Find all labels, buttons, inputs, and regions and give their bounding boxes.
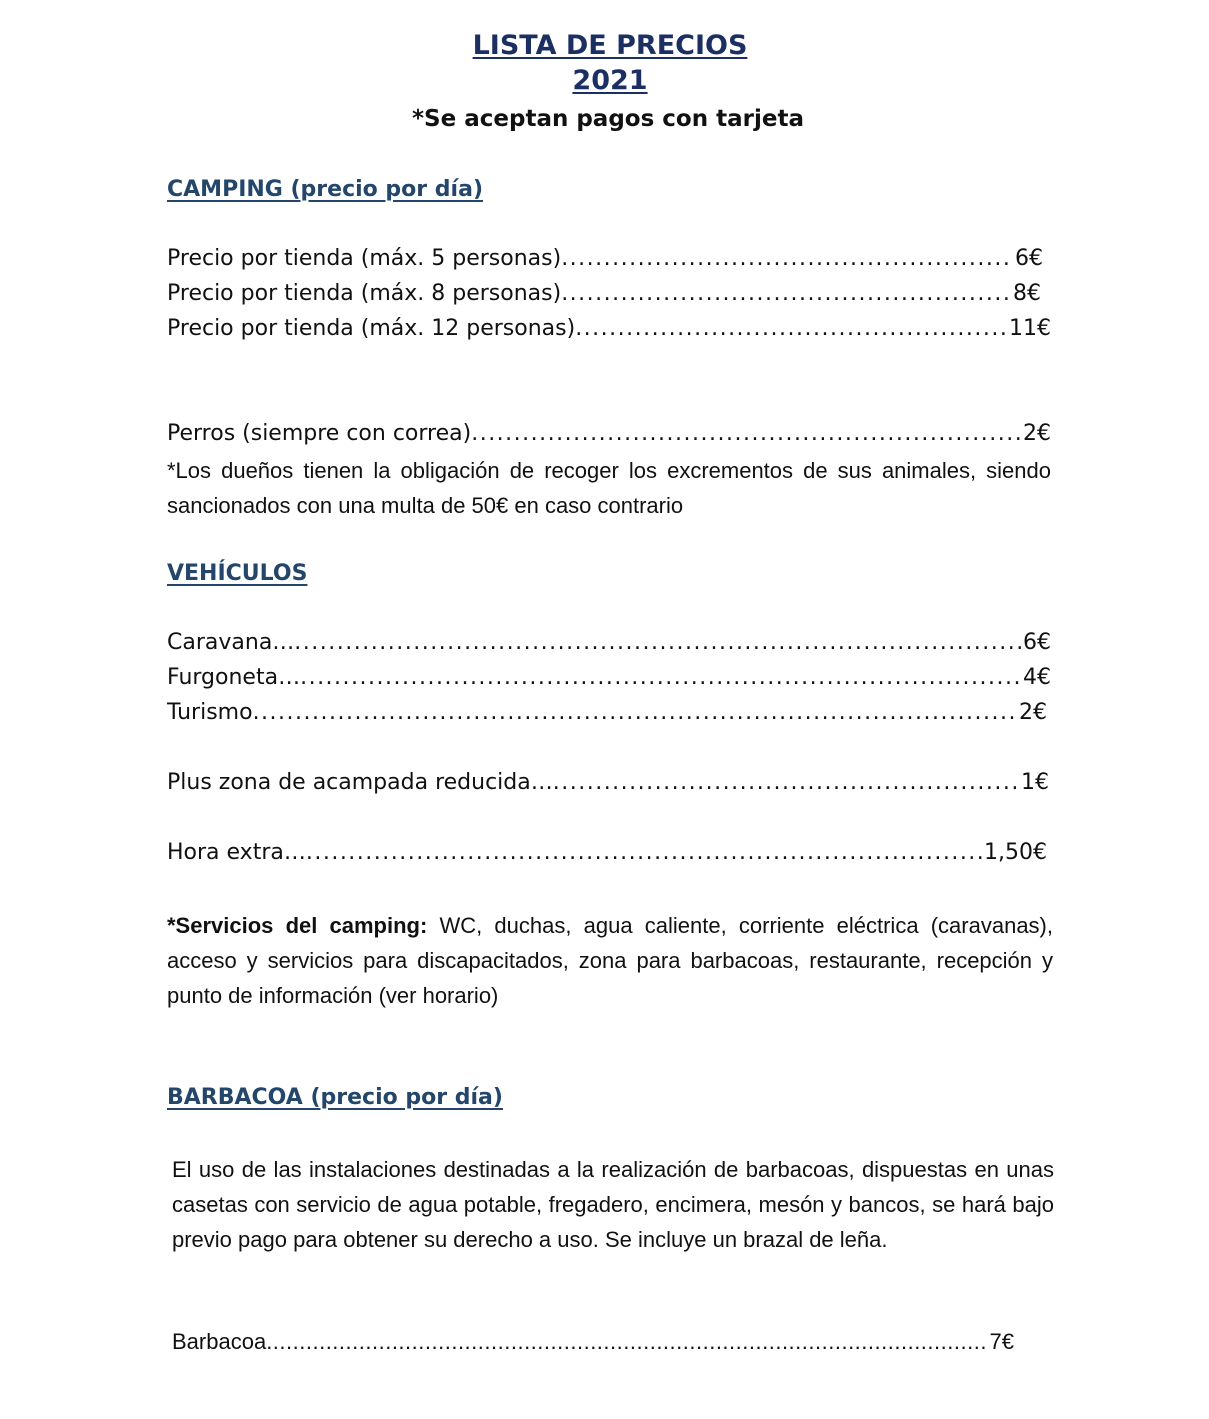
dot-leader [553,770,1019,795]
price-label: Turismo [167,700,253,725]
price-label: Plus zona de acampada reducida… [167,770,553,795]
price-label: Precio por tienda (máx. 5 personas) [167,246,562,271]
price-label: Perros (siempre con correa) [167,421,472,446]
servicios-label: *Servicios del camping: [167,913,428,938]
price-row-barbacoa [172,1329,1014,1355]
title-line-1: LISTA DE PRECIOS [472,30,748,61]
servicios-text: WC, duchas, agua caliente, corriente eléctrica (caravanas), acceso y servicios para discapacitados, zona para barbacoas, restaurante, recepción y punto de información (ver horario) [167,913,1053,1008]
dot-leader [471,421,1021,446]
dot-leader [561,281,1011,306]
card-payment-note: *Se aceptan pagos con tarjeta [412,106,804,132]
price-value: 1,50€ [984,840,1047,865]
document-year [0,65,1209,96]
camping-heading: CAMPING (precio por día) [167,177,483,202]
price-row-tent-5 [167,246,1043,271]
price-label: Hora extra… [167,840,306,865]
price-row-caravana [167,630,1051,655]
price-value: 7€ [989,1329,1014,1354]
price-label: Barbacoa [172,1329,267,1354]
price-value: 2€ [1019,700,1047,725]
price-value: 11€ [1009,316,1051,341]
price-value: 1€ [1021,770,1049,795]
price-label: Caravana… [167,630,295,655]
price-row-plus-zona [167,770,1049,795]
dot-leader [294,630,1021,655]
dot-leader [266,1329,987,1355]
price-row-dogs [167,421,1051,446]
document-title [0,30,1209,61]
price-value: 6€ [1015,246,1043,271]
barbacoa-heading: BARBACOA (precio por día) [167,1085,503,1110]
dot-leader [306,840,982,865]
price-row-tent-12 [167,316,1051,341]
price-label: Precio por tienda (máx. 12 personas) [167,316,576,341]
price-value: 2€ [1023,421,1051,446]
servicios-paragraph [167,908,1053,1013]
price-row-tent-8 [167,281,1041,306]
price-value: 6€ [1023,630,1051,655]
dot-leader [561,246,1013,271]
dot-leader [300,665,1021,690]
vehiculos-heading: VEHÍCULOS [167,561,308,586]
price-value: 8€ [1013,281,1041,306]
price-label: Furgoneta… [167,665,301,690]
price-row-furgoneta [167,665,1051,690]
dot-leader [253,700,1017,725]
dogs-note: *Los dueños tienen la obligación de recoger los excrementos de sus animales, siendo sancionados con una multa de 50€ en caso contrario [167,458,1051,518]
price-row-hora-extra [167,840,1047,865]
dot-leader [575,316,1007,341]
price-row-turismo [167,700,1047,725]
price-label: Precio por tienda (máx. 8 personas) [167,281,562,306]
barbacoa-description: El uso de las instalaciones destinadas a la realización de barbacoas, dispuestas en unas casetas con servicio de agua potable, fregadero, encimera, mesón y bancos, se hará bajo previo pago para obtener su derecho a uso. Se incluye un brazal de leña. [172,1157,1054,1252]
title-line-2: 2021 [572,65,648,96]
price-value: 4€ [1023,665,1051,690]
